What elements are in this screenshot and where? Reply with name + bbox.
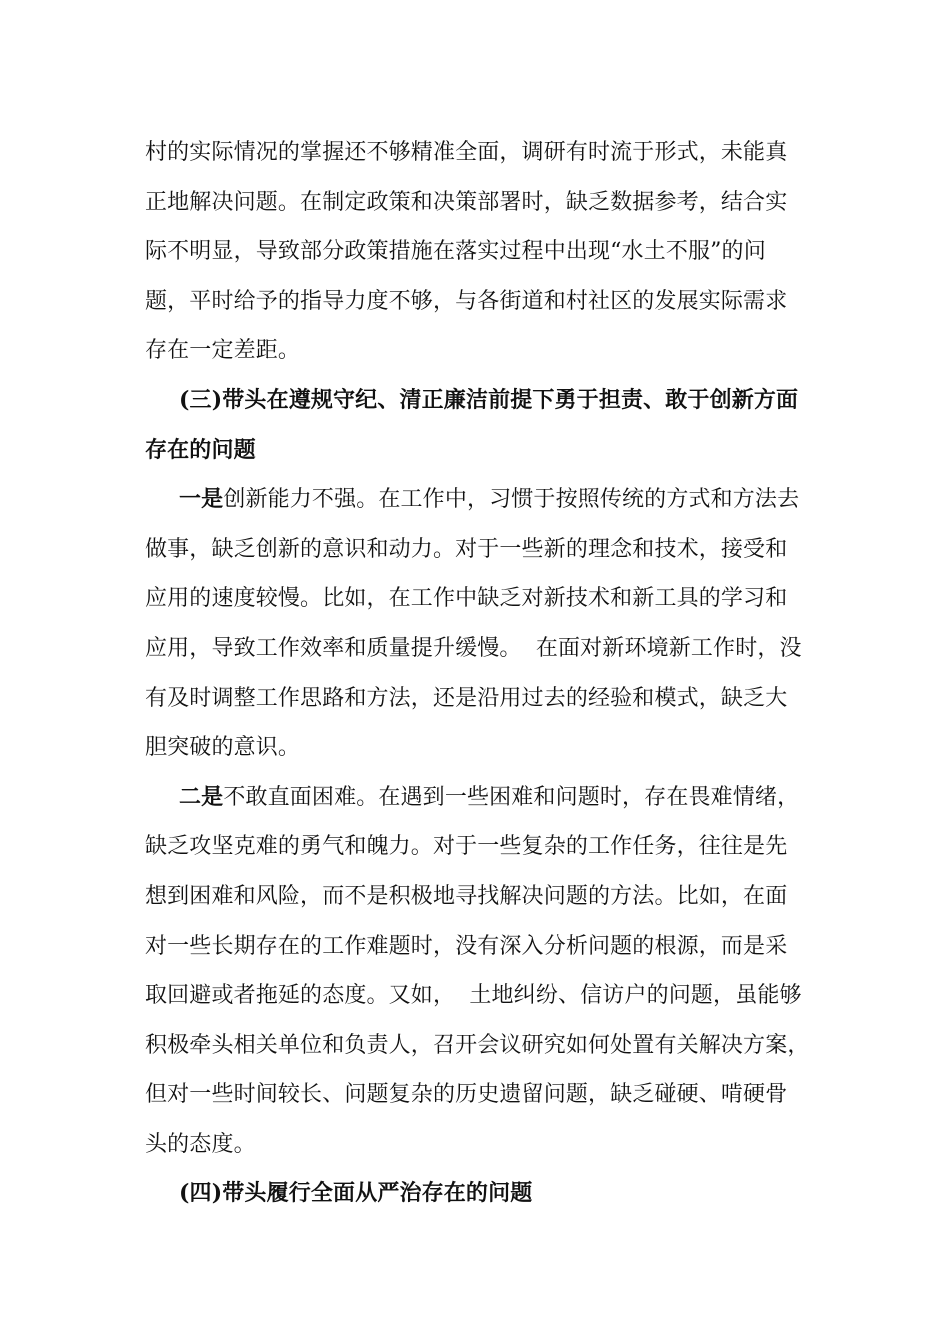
point-lead: 二是	[179, 783, 224, 810]
text-line: 正地解决问题。在制定政策和决策部署时，缺乏数据参考，结合实	[145, 189, 788, 215]
text-line: 取回避或者拖延的态度。又如， 土地纠纷、信访户的问题，虽能够	[145, 983, 802, 1009]
text-line: 题，平时给予的指导力度不够，与各街道和村社区的发展实际需求	[145, 288, 788, 314]
section-heading-3	[145, 376, 805, 475]
text-line	[145, 773, 805, 823]
text-line: 应用的速度较慢。比如，在工作中缺乏对新技术和新工具的学习和	[145, 586, 788, 612]
text-line-rest: 创新能力不强。在工作中，习惯于按照传统的方式和方法去	[223, 487, 800, 513]
text-line: 但对一些时间较长、问题复杂的历史遗留问题，缺乏碰硬、啃硬骨	[145, 1082, 788, 1108]
text-line: 存在一定差距。	[145, 338, 301, 364]
paragraph-continuation	[145, 128, 805, 376]
text-line: 村的实际情况的掌握还不够精准全面，调研有时流于形式，未能真	[145, 140, 788, 165]
point-lead: 一是	[179, 486, 224, 513]
text-line: 缺乏攻坚克难的勇气和魄力。对于一些复杂的工作任务，往往是先	[145, 834, 788, 860]
section-heading-line: 存在的问题	[145, 436, 256, 463]
section-heading-line: (四)带头履行全面从严治存在的问题	[179, 1180, 533, 1207]
text-line: 积极牵头相关单位和负责人，召开会议研究如何处置有关解决方案，	[145, 1032, 810, 1058]
text-line: 应用，导致工作效率和质量提升缓慢。 在面对新环境新工作时，没	[145, 635, 802, 661]
text-line: 头的态度。	[145, 1131, 256, 1157]
text-line: 胆突破的意识。	[145, 735, 301, 761]
section-heading-line: (三)带头在遵规守纪、清正廉洁前提下勇于担责、敢于创新方面	[179, 386, 799, 413]
text-line: 有及时调整工作思路和方法，还是沿用过去的经验和模式，缺乏大	[145, 685, 788, 711]
document-body	[145, 128, 810, 1219]
text-line: 想到困难和风险，而不是积极地寻找解决问题的方法。比如，在面	[145, 883, 788, 909]
text-line: 对一些长期存在的工作难题时，没有深入分析问题的根源，而是采	[145, 933, 788, 959]
text-line: 做事，缺乏创新的意识和动力。对于一些新的理念和技术，接受和	[145, 536, 788, 562]
section-heading-4	[145, 1169, 805, 1219]
text-line: 际不明显，导致部分政策措施在落实过程中出现“水土不服”的问	[145, 239, 766, 265]
point-two-paragraph	[145, 773, 810, 1170]
text-line	[145, 475, 805, 525]
point-one-paragraph	[145, 475, 805, 773]
text-line-rest: 不敢直面困难。在遇到一些困难和问题时，存在畏难情绪，	[223, 784, 800, 810]
